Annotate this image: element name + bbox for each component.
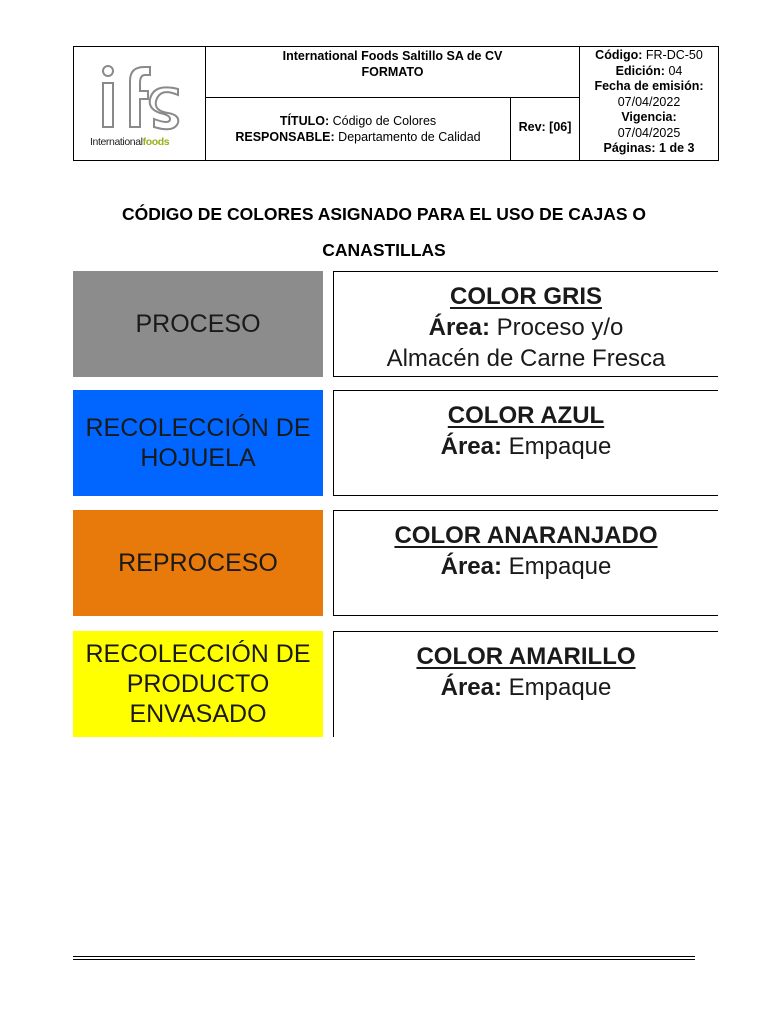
logo-brand-text: Internationalfoods [90, 136, 170, 148]
issue-date-value: 07/04/2022 [617, 94, 681, 109]
color-info-azul [333, 390, 718, 496]
document-format: FORMATO [361, 64, 424, 79]
logo-cell [74, 47, 206, 160]
color-name: COLOR AMARILLO [416, 643, 636, 670]
swatch-label-line: PRODUCTO [126, 670, 270, 698]
swatch-label-line: REPROCESO [118, 549, 278, 577]
area-text: Área: Proceso y/o [428, 314, 624, 341]
color-swatch-gris [73, 271, 323, 377]
area-extra-text: Almacén de Carne Fresca [386, 345, 666, 372]
issue-date-label: Fecha de emisión: [594, 79, 704, 93]
color-info-gris [333, 271, 718, 377]
validity-value: 07/04/2025 [617, 125, 681, 140]
color-name: COLOR ANARANJADO [394, 522, 658, 549]
color-name: COLOR AZUL [447, 402, 605, 429]
company-logo [90, 61, 190, 149]
page-heading [73, 196, 695, 268]
footer-divider [73, 956, 695, 960]
color-info-amarillo [333, 631, 718, 737]
page-heading-line-2: CANASTILLAS [322, 240, 446, 260]
company-cell [206, 47, 580, 98]
swatch-label-line: HOJUELA [140, 444, 256, 472]
validity-label: Vigencia: [621, 110, 677, 124]
color-name: COLOR GRIS [449, 283, 602, 310]
document-edition: Edición: 04 [615, 63, 683, 78]
title-cell [206, 98, 511, 160]
metadata-cell [580, 47, 718, 160]
color-swatch-azul [73, 390, 323, 496]
revision-cell [511, 98, 580, 160]
color-swatch-anaranjado [73, 510, 323, 616]
page-count: Páginas: 1 de 3 [603, 141, 695, 155]
document-code: Código: FR-DC-50 [595, 48, 703, 62]
area-text: Área: Empaque [440, 553, 612, 580]
color-info-anaranjado [333, 510, 718, 616]
swatch-label-line: ENVASADO [129, 700, 267, 728]
area-text: Área: Empaque [440, 674, 612, 701]
swatch-label-line: RECOLECCIÓN DE [85, 640, 311, 668]
swatch-label-line: RECOLECCIÓN DE [85, 414, 311, 442]
document-title: TÍTULO: Código de Colores [279, 114, 437, 128]
document-responsible: RESPONSABLE: Departamento de Calidad [235, 129, 481, 144]
page-heading-line-1: CÓDIGO DE COLORES ASIGNADO PARA EL USO DE CAJAS O [121, 204, 647, 224]
swatch-label-line: PROCESO [135, 310, 261, 338]
revision-number: Rev: [06] [518, 120, 572, 134]
area-text: Área: Empaque [440, 433, 612, 460]
document-header-table [73, 46, 719, 161]
color-swatch-amarillo [73, 631, 323, 737]
company-name: International Foods Saltillo SA de CV [282, 49, 503, 63]
